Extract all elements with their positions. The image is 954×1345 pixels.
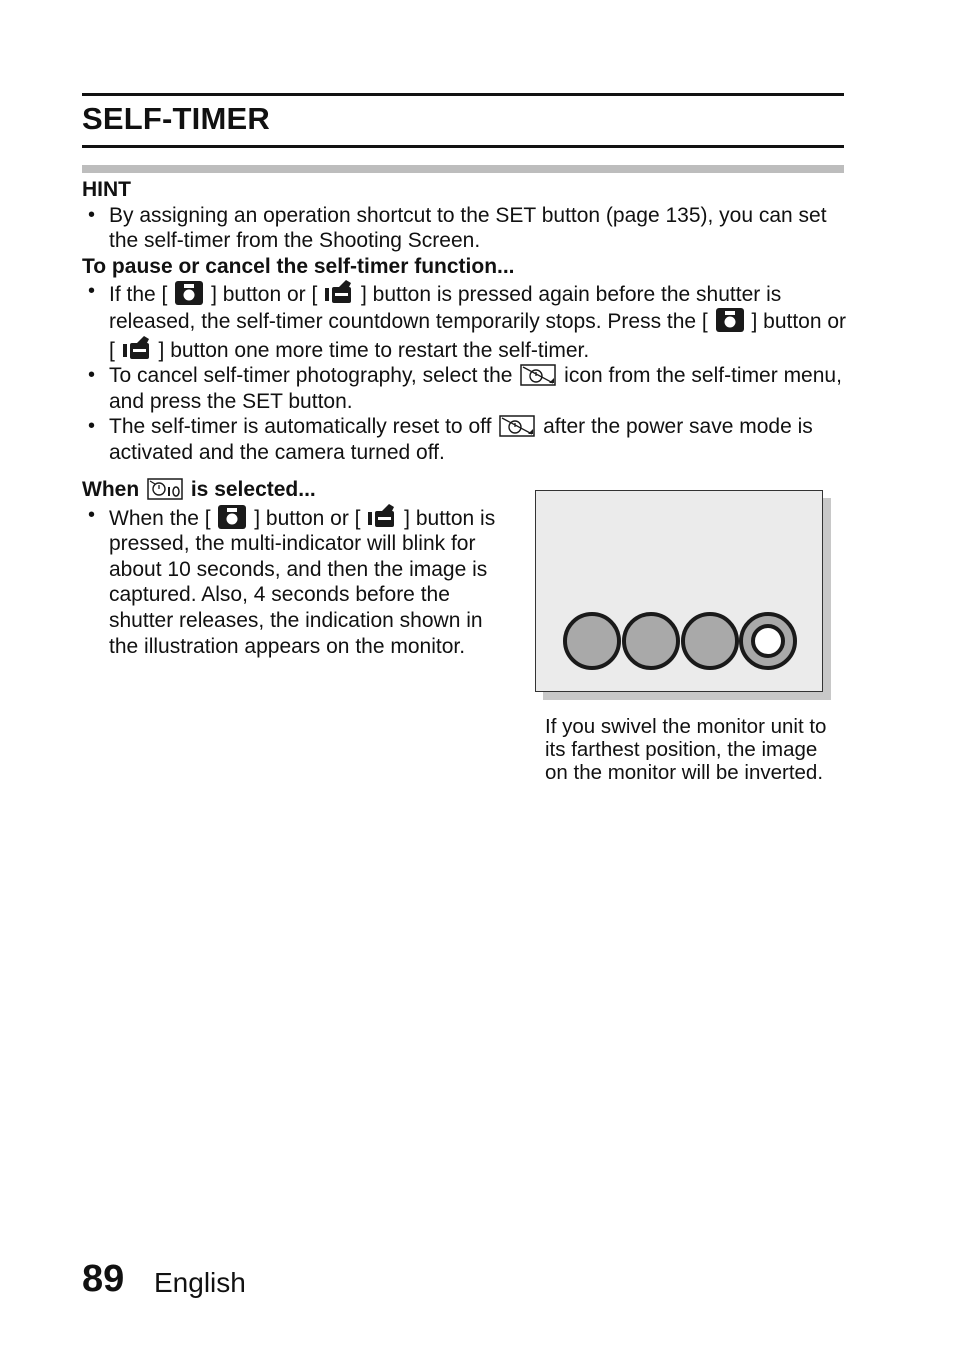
pause-bullet-3: [82, 414, 852, 465]
text: The self-timer is automatically reset to off: [109, 415, 492, 439]
text: after the power save mode is activated and the camera turned off.: [109, 415, 813, 464]
pause-bullet-1: [82, 279, 852, 363]
video-camera-icon: [368, 503, 396, 529]
hint-heading: HINT: [82, 178, 131, 201]
pause-heading: To pause or cancel the self-timer function...: [82, 254, 515, 278]
text: When: [82, 478, 140, 501]
indicator-dot-4-inner: [753, 626, 783, 656]
video-camera-icon: [123, 335, 151, 361]
illustration-caption: If you swivel the monitor unit to its farthest position, the image on the monitor will be inverted.: [545, 715, 827, 784]
text: is selected...: [190, 478, 316, 501]
text: ] button one more time to restart the self-timer.: [158, 338, 590, 362]
top-rule: [82, 93, 844, 96]
text: If the [: [109, 283, 168, 307]
language-label: English: [154, 1267, 246, 1298]
monitor-illustration: [535, 490, 823, 692]
camera-icon: [716, 308, 744, 332]
gray-divider: [82, 165, 844, 173]
hint-bullet: [82, 203, 852, 254]
text: To cancel self-timer photography, select the: [109, 364, 513, 388]
indicator-dot-3: [683, 614, 737, 668]
self-timer-off-icon: [499, 415, 535, 437]
hint-section: [82, 177, 852, 466]
text: ] button or [: [109, 309, 847, 362]
pause-bullet-2: [82, 363, 852, 414]
text: ] button or [: [254, 506, 361, 530]
text: ] button or [: [211, 283, 318, 307]
text: When the [: [109, 506, 211, 530]
page-title: SELF-TIMER: [82, 101, 270, 136]
when-bullet-1: [82, 503, 507, 660]
video-camera-icon: [325, 279, 353, 305]
self-timer-10s-icon: [147, 478, 183, 500]
page-number: 89: [82, 1258, 125, 1300]
camera-icon: [175, 281, 203, 305]
camera-icon: [218, 505, 246, 529]
when-section: [82, 477, 507, 659]
text: icon from the self-timer menu, and press the SET button.: [109, 364, 842, 413]
multi-indicator: [536, 491, 822, 691]
when-heading: [82, 477, 507, 503]
self-timer-off-icon: [520, 364, 556, 386]
indicator-dot-1: [565, 614, 619, 668]
indicator-dot-2: [624, 614, 678, 668]
hint-bullet-text: By assigning an operation shortcut to the SET button (page 135), you can set the self-timer from the Shooting Screen.: [109, 203, 827, 253]
title-underline: [82, 145, 844, 148]
text: ] button is pressed, the multi-indicator will blink for about 10 seconds, and then the image is captured. Also, 4 seconds before the shutter releases, the indication shown in the illustration appears on the monitor.: [109, 506, 496, 658]
text: ] button is pressed again before the shutter is released, the self-timer countdown temporarily stops. Press the [: [109, 283, 782, 333]
